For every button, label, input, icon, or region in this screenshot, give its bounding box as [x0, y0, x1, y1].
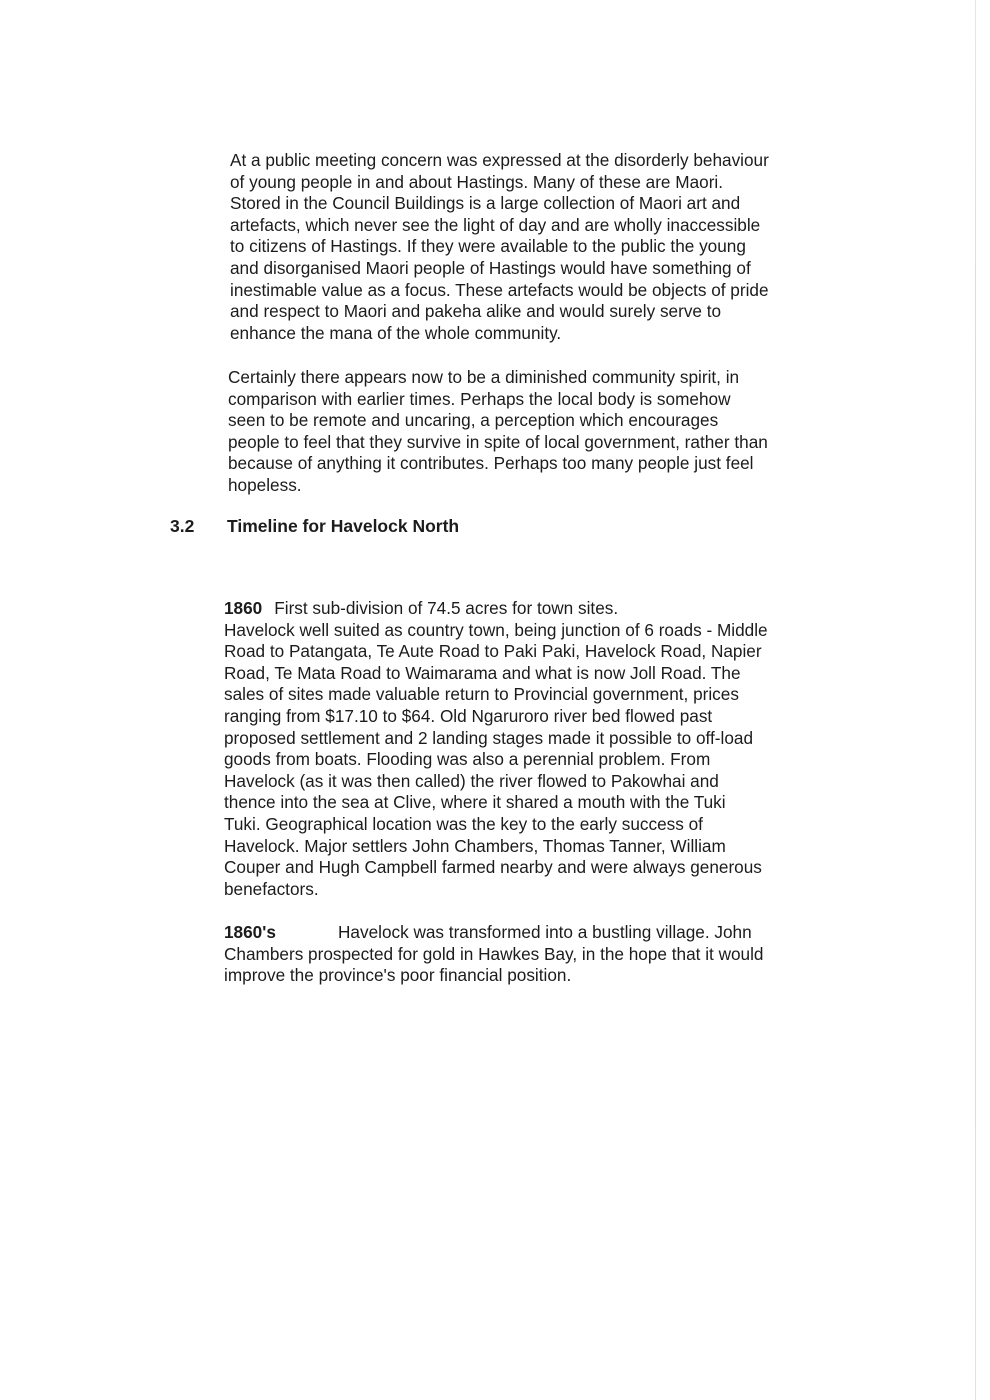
- scan-edge-line: [975, 0, 976, 1400]
- timeline-text: Havelock was transformed into a bustling village. John Chambers prospected for gold in Hawkes Bay, in the hope that it would improve the province's poor financial position.: [224, 922, 764, 986]
- paragraph-community-spirit: Certainly there appears now to be a diminished community spirit, in comparison with earlier times. Perhaps the local body is somehow seen to be remote and uncaring, a perception which encourages people to feel that they survive in spite of local government, rather than because of anything it contributes. Perhaps too many people just feel hopeless.: [228, 367, 768, 495]
- paragraph-public-meeting: At a public meeting concern was expressed at the disorderly behaviour of young people in and about Hastings. Many of these are Maori. Stored in the Council Buildings is a large collection of Maori art and artefacts, which never see the light of day and are wholly inaccessible to citizens of Hastings. If they were available to the public the young and disorganised Maori people of Hastings would have something of inestimable value as a focus. These artefacts would be objects of pride and respect to Maori and pakeha alike and would surely serve to enhance the mana of the whole community.: [230, 150, 769, 343]
- timeline-entry-1860: [224, 598, 834, 900]
- timeline-year: 1860: [224, 598, 263, 618]
- section-number: 3.2: [170, 516, 195, 536]
- section-heading: [170, 516, 459, 537]
- timeline-entry-1860s: [224, 922, 834, 987]
- timeline-text: First sub-division of 74.5 acres for town sites. Havelock well suited as country town, being junction of 6 roads - Middle Road to Patangata, Te Aute Road to Paki Paki, Havelock Road, Napier Road, Te Mata Road to Waimarama and what is now Joll Road. The sales of sites made valuable return to Provincial government, prices ranging from $17.10 to $64. Old Ngaruroro river bed flowed past proposed settlement and 2 landing stages made it possible to off-load goods from boats. Flooding was also a perennial problem. From Havelock (as it was then called) the river flowed to Pakowhai and thence into the sea at Clive, where it shared a mouth with the Tuki Tuki. Geographical location was the key to the early success of Havelock. Major settlers John Chambers, Thomas Tanner, William Couper and Hugh Campbell farmed nearby and were always generous benefactors.: [224, 598, 768, 899]
- timeline-year: 1860's: [224, 922, 276, 942]
- section-title: Timeline for Havelock North: [227, 516, 460, 536]
